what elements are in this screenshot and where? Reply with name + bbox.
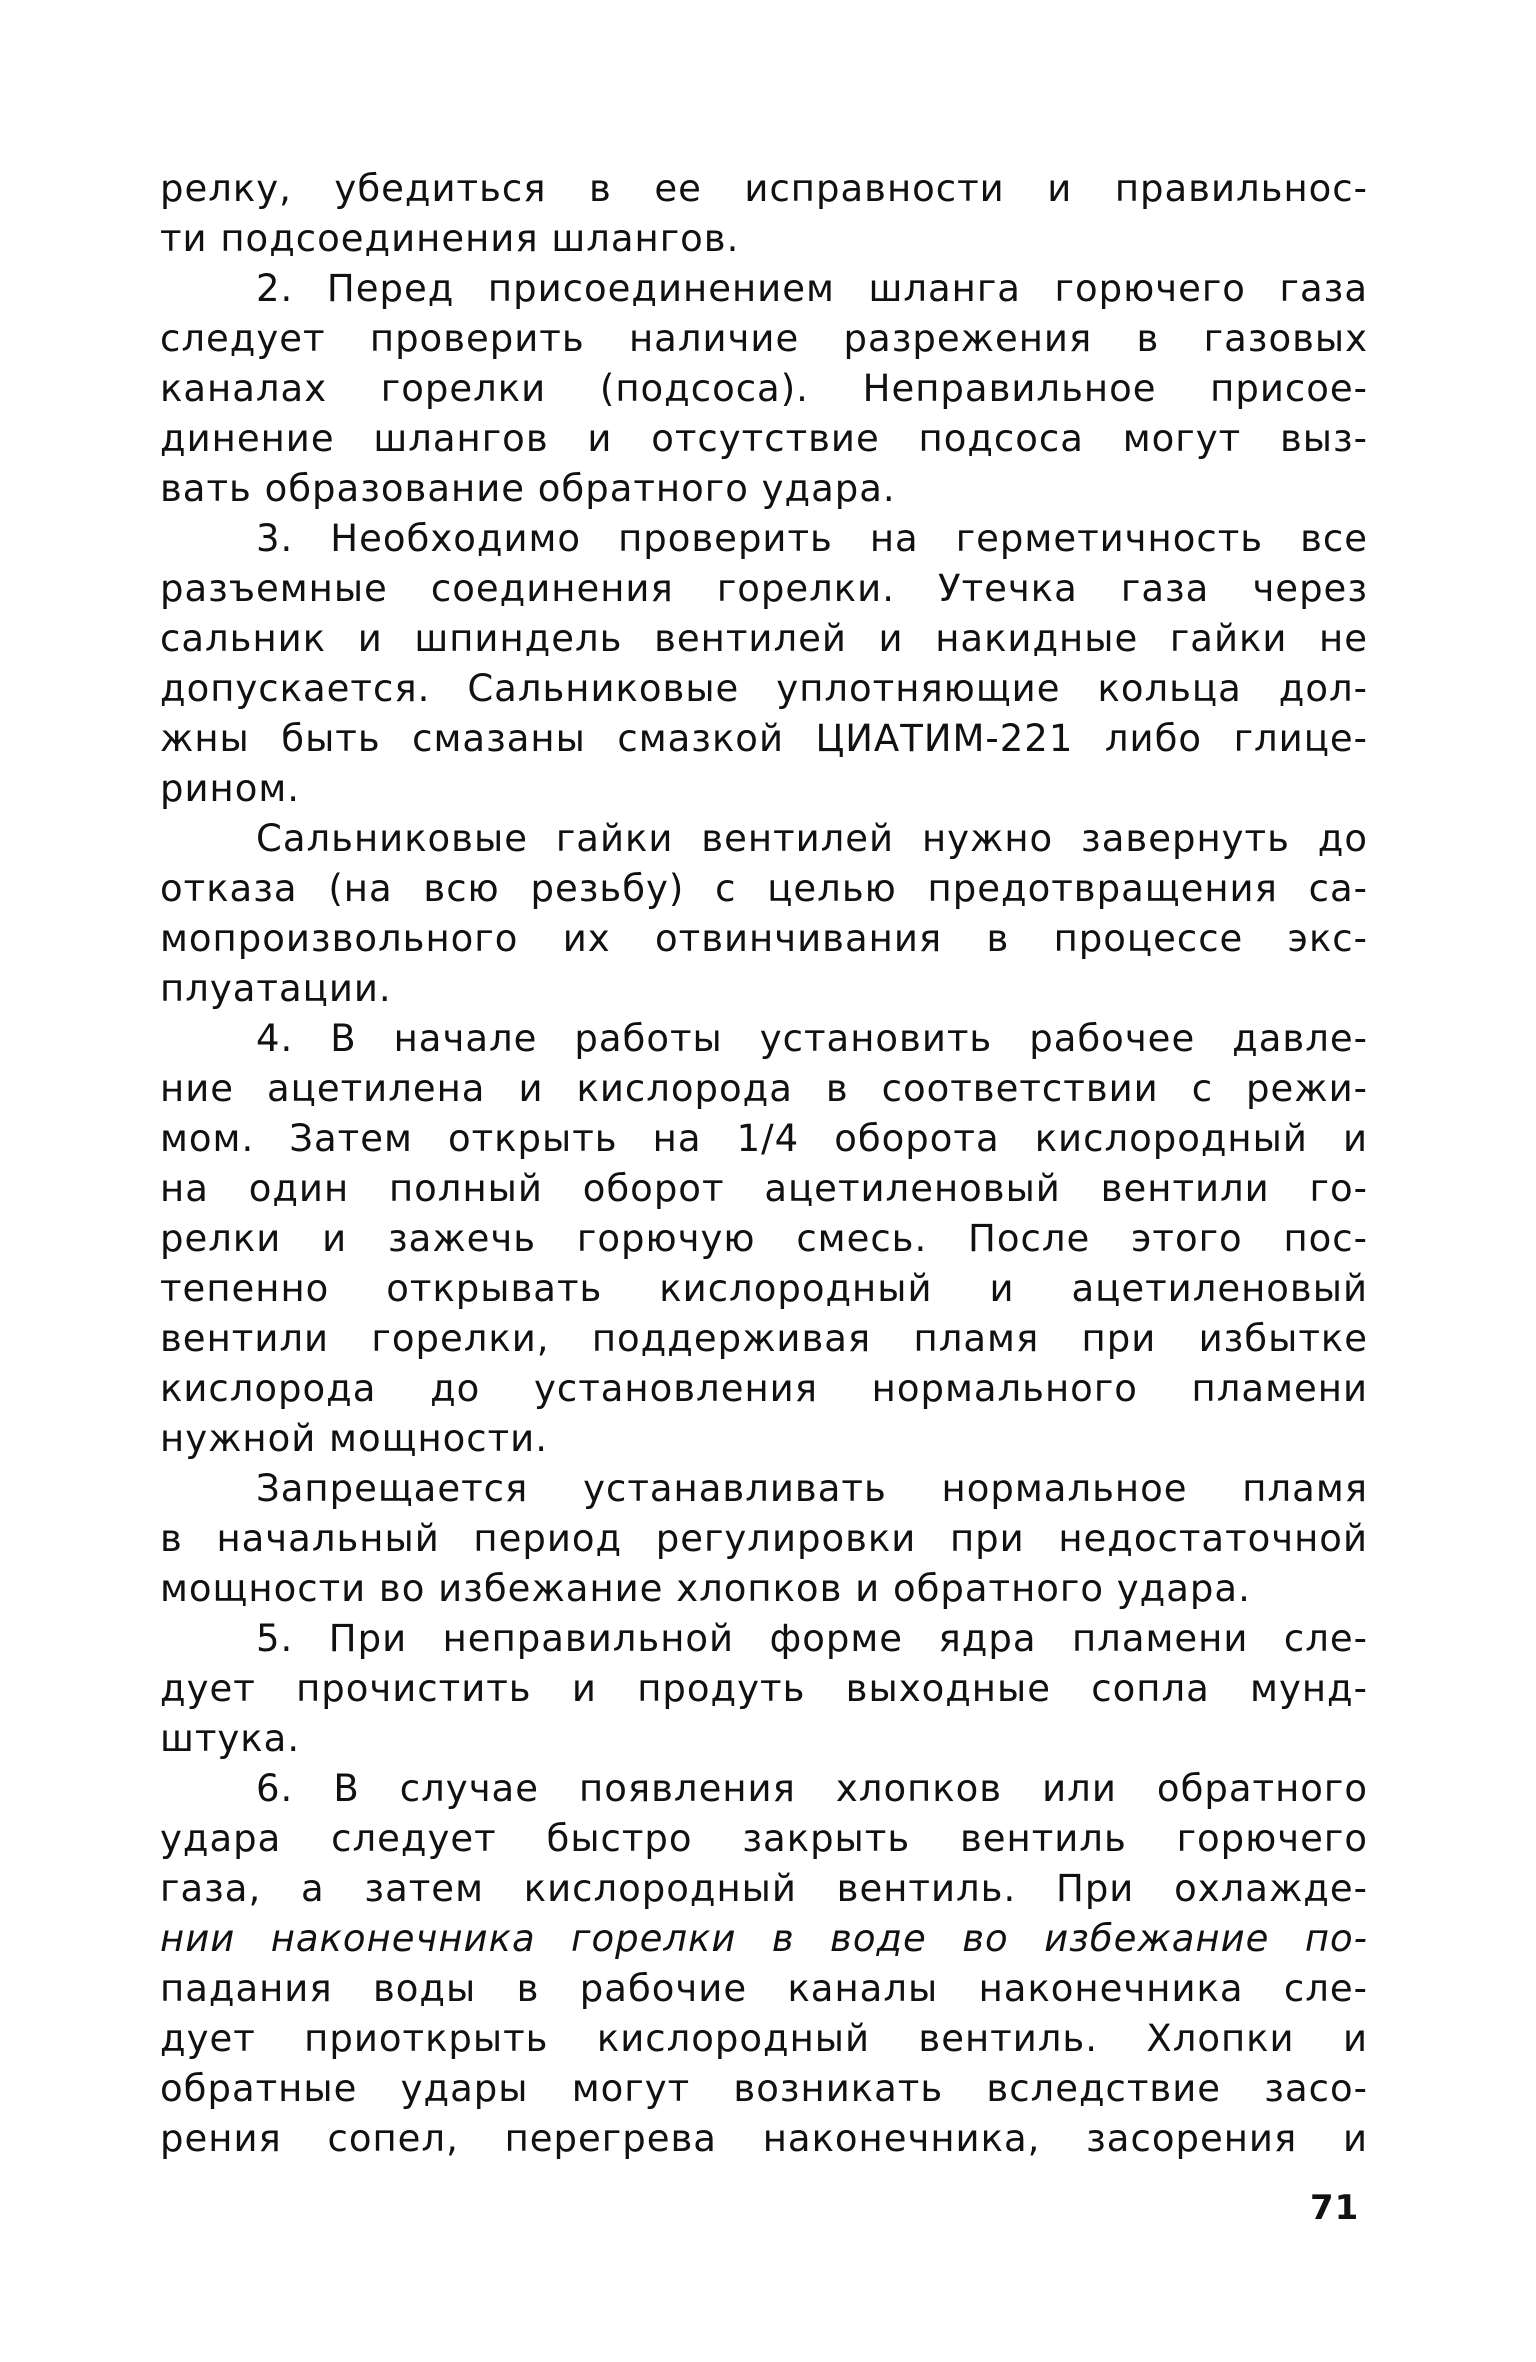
text-line: в начальный период регулировки при недостаточной xyxy=(160,1517,1368,1560)
text-line: отказа (на всю резьбу) с целью предотвращения са- xyxy=(160,867,1368,910)
paragraph xyxy=(160,1464,1368,1614)
text-line: мом. Затем открыть на 1/4 оборота кислородный и xyxy=(160,1117,1368,1160)
text-line: рения сопел, перегрева наконечника, засорения и xyxy=(160,2117,1368,2160)
text-line: нии наконечника горелки в воде во избежание по- xyxy=(160,1917,1368,1960)
paragraph xyxy=(160,814,1368,1014)
text-line: 4. В начале работы установить рабочее давле- xyxy=(256,1017,1368,1060)
text-line: кислорода до установления нормального пламени xyxy=(160,1367,1368,1410)
text-line: ти подсоединения шлангов. xyxy=(160,217,740,260)
text-line: 6. В случае появления хлопков или обратного xyxy=(256,1767,1368,1810)
paragraph xyxy=(160,1614,1368,1764)
paragraph xyxy=(160,1764,1368,2164)
text-line: динение шлангов и отсутствие подсоса могут выз- xyxy=(160,417,1368,460)
text-line: каналах горелки (подсоса). Неправильное присое- xyxy=(160,367,1368,410)
paragraph xyxy=(160,164,1368,264)
text-line: вать образование обратного удара. xyxy=(160,467,896,510)
page-number: 71 xyxy=(1310,2188,1360,2228)
text-line: разъемные соединения горелки. Утечка газа через xyxy=(160,567,1368,610)
text-line: штука. xyxy=(160,1717,301,1760)
text-line: мощности во избежание хлопков и обратного удара. xyxy=(160,1567,1251,1610)
text-line: плуатации. xyxy=(160,967,392,1010)
text-line: ние ацетилена и кислорода в соответствии с режи- xyxy=(160,1067,1368,1110)
text-line: релку, убедиться в ее исправности и правильнос- xyxy=(160,167,1368,210)
text-line: нужной мощности. xyxy=(160,1417,548,1460)
paragraph xyxy=(160,1014,1368,1464)
text-line: сальник и шпиндель вентилей и накидные гайки не xyxy=(160,617,1368,660)
text-line: падания воды в рабочие каналы наконечника сле- xyxy=(160,1967,1368,2010)
text-line: следует проверить наличие разрежения в газовых xyxy=(160,317,1368,360)
text-line: 3. Необходимо проверить на герметичность все xyxy=(256,517,1368,560)
text-line: на один полный оборот ацетиленовый вентили го- xyxy=(160,1167,1368,1210)
text-line: Запрещается устанавливать нормальное пламя xyxy=(256,1467,1368,1510)
text-line: жны быть смазаны смазкой ЦИАТИМ-221 либо глице- xyxy=(160,717,1368,760)
text-line: 2. Перед присоединением шланга горючего газа xyxy=(256,267,1368,310)
text-line: допускается. Сальниковые уплотняющие кольца дол- xyxy=(160,667,1368,710)
text-line: 5. При неправильной форме ядра пламени сле- xyxy=(256,1617,1368,1660)
text-line: рином. xyxy=(160,767,301,810)
paragraph xyxy=(160,264,1368,514)
page-body xyxy=(160,164,1368,2164)
text-line: дует приоткрыть кислородный вентиль. Хлопки и xyxy=(160,2017,1368,2060)
text-line: Сальниковые гайки вентилей нужно завернуть до xyxy=(256,817,1368,860)
text-line: мопроизвольного их отвинчивания в процессе экс- xyxy=(160,917,1368,960)
text-line: дует прочистить и продуть выходные сопла мунд- xyxy=(160,1667,1368,1710)
paragraph xyxy=(160,514,1368,814)
text-line: релки и зажечь горючую смесь. После этого пос- xyxy=(160,1217,1368,1260)
text-line: вентили горелки, поддерживая пламя при избытке xyxy=(160,1317,1368,1360)
text-line: удара следует быстро закрыть вентиль горючего xyxy=(160,1817,1368,1860)
text-line: обратные удары могут возникать вследствие засо- xyxy=(160,2067,1368,2110)
text-line: газа, а затем кислородный вентиль. При охлажде- xyxy=(160,1867,1368,1910)
text-line: тепенно открывать кислородный и ацетиленовый xyxy=(160,1267,1368,1310)
